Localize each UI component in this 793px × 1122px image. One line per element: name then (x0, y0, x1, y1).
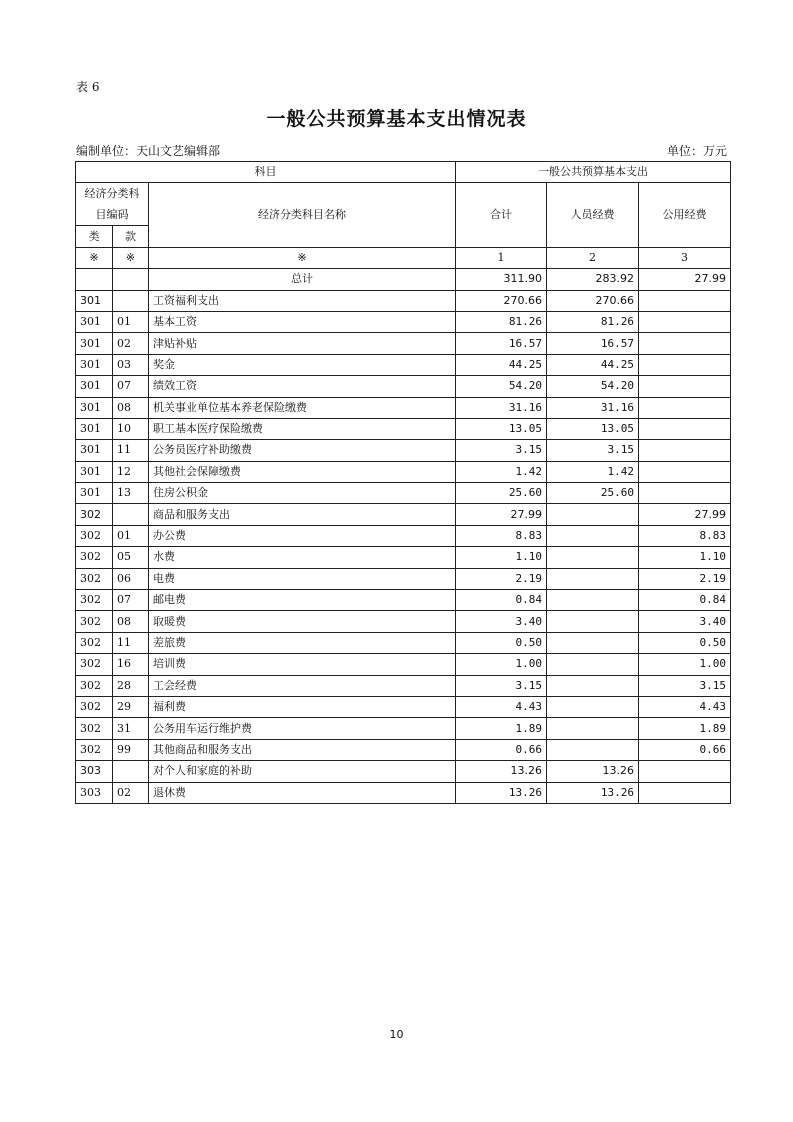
table-row (76, 718, 731, 739)
row-public: 1.89 (639, 718, 731, 739)
row-lei: 302 (76, 568, 113, 589)
row-total: 0.66 (456, 739, 547, 760)
row-name: 电费 (149, 568, 456, 589)
row-personnel (547, 696, 639, 717)
row-public (639, 376, 731, 397)
row-public: 1.00 (639, 654, 731, 675)
row-personnel (547, 568, 639, 589)
row-personnel: 270.66 (547, 290, 639, 311)
row-public: 3.40 (639, 611, 731, 632)
row-kuan (113, 761, 149, 782)
header-econ-name: 经济分类科目名称 (149, 183, 456, 247)
row-lei: 301 (76, 461, 113, 482)
header-public: 公用经费 (639, 183, 731, 247)
row-public: 0.50 (639, 632, 731, 653)
row-lei: 302 (76, 590, 113, 611)
compiling-unit: 编制单位：天山文艺编辑部 (76, 144, 221, 158)
header-basic-expense: 一般公共预算基本支出 (456, 162, 731, 183)
row-public (639, 354, 731, 375)
row-kuan: 28 (113, 675, 149, 696)
mark-cell: ※ (149, 247, 456, 268)
row-public (639, 418, 731, 439)
table-row (76, 440, 731, 461)
row-public: 4.43 (639, 696, 731, 717)
row-kuan: 02 (113, 333, 149, 354)
table-row (76, 418, 731, 439)
row-kuan: 10 (113, 418, 149, 439)
header-total: 合计 (456, 183, 547, 247)
table-row (76, 654, 731, 675)
row-lei: 301 (76, 418, 113, 439)
row-total: 4.43 (456, 696, 547, 717)
row-public: 3.15 (639, 675, 731, 696)
table-row (76, 739, 731, 760)
row-total: 54.20 (456, 376, 547, 397)
row-total: 270.66 (456, 290, 547, 311)
row-name: 培训费 (149, 654, 456, 675)
row-name: 职工基本医疗保险缴费 (149, 418, 456, 439)
table-row (76, 397, 731, 418)
row-total: 3.15 (456, 440, 547, 461)
row-personnel: 3.15 (547, 440, 639, 461)
row-total: 44.25 (456, 354, 547, 375)
row-lei: 301 (76, 397, 113, 418)
row-lei: 302 (76, 654, 113, 675)
row-name: 公务用车运行维护费 (149, 718, 456, 739)
col-index-3: 3 (639, 247, 731, 268)
col-index-1: 1 (456, 247, 547, 268)
row-kuan: 02 (113, 782, 149, 803)
table-label: 表 6 (76, 80, 100, 94)
row-lei: 302 (76, 504, 113, 525)
row-lei: 301 (76, 333, 113, 354)
row-name: 其他商品和服务支出 (149, 739, 456, 760)
row-total: 3.40 (456, 611, 547, 632)
row-lei: 302 (76, 675, 113, 696)
row-name: 绩效工资 (149, 376, 456, 397)
row-name: 退休费 (149, 782, 456, 803)
row-total: 16.57 (456, 333, 547, 354)
row-personnel: 13.26 (547, 761, 639, 782)
row-name: 机关事业单位基本养老保险缴费 (149, 397, 456, 418)
row-total: 1.89 (456, 718, 547, 739)
grand-total-public: 27.99 (639, 269, 731, 290)
row-personnel (547, 504, 639, 525)
row-personnel (547, 632, 639, 653)
row-personnel: 44.25 (547, 354, 639, 375)
row-public: 2.19 (639, 568, 731, 589)
row-kuan: 08 (113, 397, 149, 418)
row-total: 0.84 (456, 590, 547, 611)
row-total: 0.50 (456, 632, 547, 653)
header-subject: 科目 (76, 162, 456, 183)
row-name: 工会经费 (149, 675, 456, 696)
row-kuan: 11 (113, 632, 149, 653)
table-row (76, 461, 731, 482)
row-name: 其他社会保障缴费 (149, 461, 456, 482)
row-public (639, 461, 731, 482)
table-row (76, 483, 731, 504)
table-row (76, 611, 731, 632)
row-name: 商品和服务支出 (149, 504, 456, 525)
section-row (76, 290, 731, 311)
header-econ-code: 经济分类科目编码 (76, 183, 149, 226)
row-lei: 301 (76, 440, 113, 461)
row-total: 1.10 (456, 547, 547, 568)
row-public (639, 761, 731, 782)
table-row (76, 568, 731, 589)
row-kuan (113, 290, 149, 311)
row-kuan: 03 (113, 354, 149, 375)
row-name: 奖金 (149, 354, 456, 375)
row-personnel: 25.60 (547, 483, 639, 504)
row-personnel: 54.20 (547, 376, 639, 397)
page-number: 10 (389, 1028, 404, 1041)
row-total: 13.26 (456, 782, 547, 803)
table-row (76, 782, 731, 803)
row-public: 0.66 (639, 739, 731, 760)
row-total: 3.15 (456, 675, 547, 696)
row-lei: 302 (76, 718, 113, 739)
row-total: 8.83 (456, 525, 547, 546)
row-lei: 301 (76, 376, 113, 397)
row-total: 27.99 (456, 504, 547, 525)
currency-unit: 单位：万元 (666, 144, 727, 158)
row-kuan: 08 (113, 611, 149, 632)
row-kuan: 07 (113, 590, 149, 611)
header-kuan: 款 (113, 226, 149, 247)
row-lei: 303 (76, 782, 113, 803)
table-row (76, 333, 731, 354)
row-name: 差旅费 (149, 632, 456, 653)
row-public: 8.83 (639, 525, 731, 546)
row-kuan: 06 (113, 568, 149, 589)
row-kuan: 05 (113, 547, 149, 568)
row-lei: 301 (76, 290, 113, 311)
row-lei: 302 (76, 632, 113, 653)
row-personnel (547, 590, 639, 611)
row-public (639, 290, 731, 311)
row-personnel: 81.26 (547, 311, 639, 332)
row-lei: 301 (76, 354, 113, 375)
col-index-2: 2 (547, 247, 639, 268)
row-public (639, 311, 731, 332)
row-public (639, 782, 731, 803)
grand-total-personnel: 283.92 (547, 269, 639, 290)
row-name: 住房公积金 (149, 483, 456, 504)
row-kuan: 01 (113, 311, 149, 332)
table-row (76, 525, 731, 546)
row-name: 水费 (149, 547, 456, 568)
row-total: 13.26 (456, 761, 547, 782)
row-kuan: 31 (113, 718, 149, 739)
row-name: 津贴补贴 (149, 333, 456, 354)
row-name: 福利费 (149, 696, 456, 717)
header-lei: 类 (76, 226, 113, 247)
row-lei: 302 (76, 547, 113, 568)
row-personnel: 16.57 (547, 333, 639, 354)
row-public (639, 483, 731, 504)
section-row (76, 504, 731, 525)
expense-rows (76, 290, 731, 803)
row-total: 1.00 (456, 654, 547, 675)
section-row (76, 761, 731, 782)
row-public (639, 397, 731, 418)
row-personnel: 31.16 (547, 397, 639, 418)
row-name: 公务员医疗补助缴费 (149, 440, 456, 461)
row-kuan: 29 (113, 696, 149, 717)
row-lei: 302 (76, 739, 113, 760)
grand-total-total: 311.90 (456, 269, 547, 290)
row-personnel (547, 675, 639, 696)
row-name: 基本工资 (149, 311, 456, 332)
row-personnel (547, 718, 639, 739)
row-kuan: 99 (113, 739, 149, 760)
row-personnel (547, 611, 639, 632)
row-lei: 301 (76, 483, 113, 504)
row-personnel (547, 654, 639, 675)
row-personnel (547, 739, 639, 760)
row-lei: 303 (76, 761, 113, 782)
table-row (76, 311, 731, 332)
row-kuan: 01 (113, 525, 149, 546)
table-row (76, 354, 731, 375)
row-total: 1.42 (456, 461, 547, 482)
row-total: 2.19 (456, 568, 547, 589)
row-kuan: 13 (113, 483, 149, 504)
row-kuan: 16 (113, 654, 149, 675)
row-name: 办公费 (149, 525, 456, 546)
row-name: 工资福利支出 (149, 290, 456, 311)
row-lei: 302 (76, 611, 113, 632)
row-kuan: 11 (113, 440, 149, 461)
row-lei: 302 (76, 525, 113, 546)
table-row (76, 590, 731, 611)
mark-cell: ※ (76, 247, 113, 268)
row-lei: 302 (76, 696, 113, 717)
row-public: 0.84 (639, 590, 731, 611)
table-row (76, 376, 731, 397)
row-personnel: 13.05 (547, 418, 639, 439)
row-public: 1.10 (639, 547, 731, 568)
row-total: 31.16 (456, 397, 547, 418)
expense-table (75, 161, 731, 804)
row-public: 27.99 (639, 504, 731, 525)
row-public (639, 440, 731, 461)
row-name: 取暖费 (149, 611, 456, 632)
row-public (639, 333, 731, 354)
table-row (76, 547, 731, 568)
header-personnel: 人员经费 (547, 183, 639, 247)
table-row (76, 696, 731, 717)
table-row (76, 675, 731, 696)
row-total: 25.60 (456, 483, 547, 504)
row-kuan: 07 (113, 376, 149, 397)
row-lei: 301 (76, 311, 113, 332)
row-total: 81.26 (456, 311, 547, 332)
row-personnel: 13.26 (547, 782, 639, 803)
row-kuan (113, 504, 149, 525)
row-personnel (547, 547, 639, 568)
row-personnel: 1.42 (547, 461, 639, 482)
grand-total-label: 总计 (149, 269, 456, 290)
mark-cell: ※ (113, 247, 149, 268)
row-total: 13.05 (456, 418, 547, 439)
row-name: 邮电费 (149, 590, 456, 611)
row-kuan: 12 (113, 461, 149, 482)
row-name: 对个人和家庭的补助 (149, 761, 456, 782)
page-title: 一般公共预算基本支出情况表 (266, 108, 527, 130)
row-personnel (547, 525, 639, 546)
table-row (76, 632, 731, 653)
